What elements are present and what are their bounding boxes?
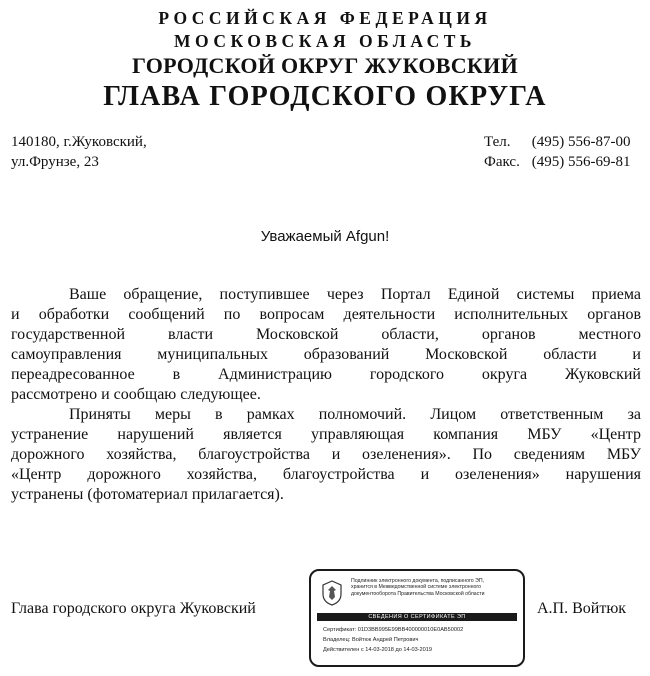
stamp-certificate-owner: Владелец: Войтюк Андрей Петрович	[323, 637, 419, 643]
stamp-notice-line: хранится в Межведомственной системе электронного	[351, 584, 481, 591]
header-district: ГОРОДСКОЙ ОКРУГ ЖУКОВСКИЙ	[132, 53, 518, 78]
paragraph-line: дорожного хозяйства, благоустройства и озеленения». По сведениям МБУ	[11, 445, 641, 463]
paragraph-line: Ваше обращение, поступившее через Портал Единой системы приема	[69, 286, 641, 303]
stamp-certificate-id: Сертификат: 01D3BB995E99BB400000010E0AB50002	[323, 627, 464, 633]
paragraph-2	[11, 405, 641, 505]
contact-phone	[484, 134, 630, 151]
paragraph-line: рассмотрено и сообщаю следующее.	[11, 385, 261, 403]
greeting: Уважаемый Afgun!	[260, 228, 390, 245]
fax-label: Факс.	[484, 154, 520, 170]
paragraph-line: Приняты меры в рамках полномочий. Лицом ответственным за	[69, 406, 641, 423]
stamp-notice	[351, 578, 521, 597]
header-region: МОСКОВСКАЯ ОБЛАСТЬ	[174, 31, 476, 51]
e-signature-stamp	[309, 569, 525, 667]
contact-fax	[484, 154, 630, 171]
signature-position: Глава городского округа Жуковский	[11, 600, 256, 617]
address-postal: 140180, г.Жуковский,	[11, 134, 147, 150]
stamp-notice-line: Подлинник электронного документа, подписанного ЭП,	[351, 578, 485, 584]
paragraph-line: «Центр дорожного хозяйства, благоустройства и озеленения» нарушения	[11, 465, 641, 483]
paragraph-line: устранение нарушений является управляющая компания МБУ «Центр	[11, 425, 641, 443]
coat-of-arms-icon	[319, 579, 345, 607]
paragraph-line: устранены (фотоматериал прилагается).	[11, 485, 284, 503]
stamp-certificate-header: СВЕДЕНИЯ О СЕРТИФИКАТЕ ЭП	[317, 613, 517, 621]
header-country: РОССИЙСКАЯ ФЕДЕРАЦИЯ	[158, 8, 492, 28]
paragraph-line: переадресованное в Администрацию городского округа Жуковский	[11, 365, 641, 383]
paragraph-line: государственной власти Московской области, органов местного	[11, 325, 641, 343]
address-street: ул.Фрунзе, 23	[11, 154, 99, 170]
signature-name: А.П. Войтюк	[537, 600, 627, 617]
paragraph-line: и обработки сообщений по вопросам деятельности исполнительных органов	[11, 305, 641, 323]
paragraph-1	[11, 285, 641, 404]
stamp-certificate-validity: Действителен с 14-03-2018 до 14-03-2019	[323, 647, 432, 653]
fax-value: (495) 556-69-81	[531, 154, 631, 170]
stamp-notice-line: документооборота Правительства Московской области	[351, 590, 485, 597]
phone-label: Тел.	[484, 134, 511, 150]
header-title: ГЛАВА ГОРОДСКОГО ОКРУГА	[103, 81, 547, 112]
phone-value: (495) 556-87-00	[531, 134, 631, 150]
paragraph-line: самоуправления муниципальных образований Московской области и	[11, 345, 641, 363]
